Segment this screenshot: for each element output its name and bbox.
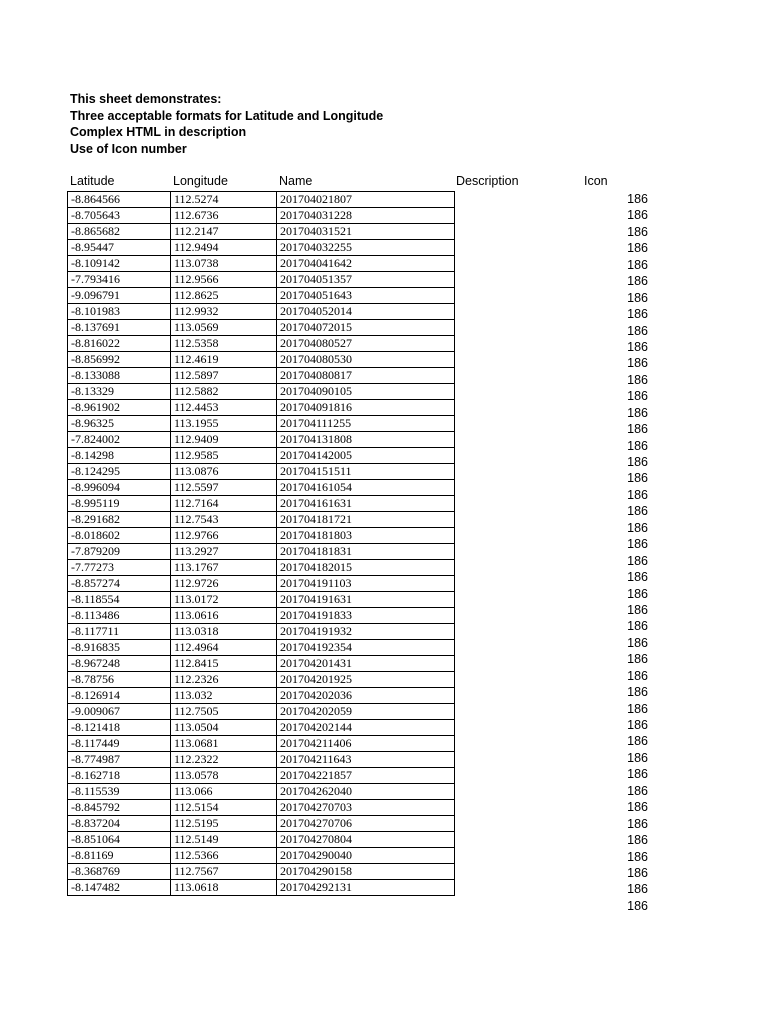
table-row <box>68 736 455 752</box>
header-latitude: Latitude <box>70 174 115 188</box>
icon-cell: 186 <box>627 849 648 864</box>
latitude-cell: -8.967248 <box>68 656 171 672</box>
name-cell: 201704191833 <box>277 608 455 624</box>
table-row <box>68 800 455 816</box>
table-row <box>68 720 455 736</box>
latitude-cell: -7.879209 <box>68 544 171 560</box>
latitude-cell: -8.291682 <box>68 512 171 528</box>
table-row <box>68 864 455 880</box>
latitude-cell: -8.845792 <box>68 800 171 816</box>
icon-cell: 186 <box>627 882 648 897</box>
icon-cell: 186 <box>627 487 648 502</box>
longitude-cell: 112.9566 <box>171 272 277 288</box>
longitude-cell: 113.0738 <box>171 256 277 272</box>
longitude-cell: 113.032 <box>171 688 277 704</box>
icon-cell: 186 <box>627 800 648 815</box>
table-row <box>68 784 455 800</box>
latitude-cell: -8.14298 <box>68 448 171 464</box>
icon-cell: 186 <box>627 816 648 831</box>
latitude-cell: -8.857274 <box>68 576 171 592</box>
longitude-cell: 112.5882 <box>171 384 277 400</box>
longitude-cell: 112.8625 <box>171 288 277 304</box>
name-cell: 201704080817 <box>277 368 455 384</box>
icon-cell: 186 <box>627 257 648 272</box>
name-cell: 201704181803 <box>277 528 455 544</box>
icon-cell: 186 <box>627 389 648 404</box>
table-row <box>68 256 455 272</box>
longitude-cell: 112.5149 <box>171 832 277 848</box>
longitude-cell: 112.2322 <box>171 752 277 768</box>
icon-cell: 186 <box>627 455 648 469</box>
name-cell: 201704221857 <box>277 768 455 784</box>
intro-line-4: Use of Icon number <box>70 141 187 156</box>
table-row <box>68 704 455 720</box>
longitude-cell: 113.0504 <box>171 720 277 736</box>
longitude-cell: 112.7505 <box>171 704 277 720</box>
table-row <box>68 608 455 624</box>
icon-cell: 186 <box>627 438 648 453</box>
intro-text <box>70 91 383 157</box>
name-cell: 201704151511 <box>277 464 455 480</box>
name-cell: 201704202059 <box>277 704 455 720</box>
longitude-cell: 112.4964 <box>171 640 277 656</box>
icon-cell: 186 <box>627 619 648 634</box>
latitude-cell: -9.009067 <box>68 704 171 720</box>
name-cell: 201704191631 <box>277 592 455 608</box>
longitude-cell: 112.2147 <box>171 224 277 240</box>
name-cell: 201704262040 <box>277 784 455 800</box>
icon-cell: 186 <box>627 586 648 601</box>
latitude-cell: -8.95447 <box>68 240 171 256</box>
table-row <box>68 304 455 320</box>
latitude-cell: -8.995119 <box>68 496 171 512</box>
icon-cell: 186 <box>627 356 648 371</box>
name-cell: 201704201925 <box>277 672 455 688</box>
longitude-cell: 113.0616 <box>171 608 277 624</box>
icon-cell: 186 <box>627 865 648 880</box>
name-cell: 201704191103 <box>277 576 455 592</box>
table-row <box>68 496 455 512</box>
latitude-cell: -8.113486 <box>68 608 171 624</box>
longitude-cell: 112.4619 <box>171 352 277 368</box>
name-cell: 201704032255 <box>277 240 455 256</box>
name-cell: 201704270804 <box>277 832 455 848</box>
table-row <box>68 272 455 288</box>
icon-cell: 186 <box>627 635 648 650</box>
latitude-cell: -8.162718 <box>68 768 171 784</box>
name-cell: 201704270703 <box>277 800 455 816</box>
name-cell: 201704270706 <box>277 816 455 832</box>
table-row <box>68 768 455 784</box>
table-row <box>68 224 455 240</box>
latitude-cell: -8.865682 <box>68 224 171 240</box>
latitude-cell: -8.916835 <box>68 640 171 656</box>
latitude-cell: -8.117449 <box>68 736 171 752</box>
icon-cell: 186 <box>627 339 648 354</box>
name-cell: 201704191932 <box>277 624 455 640</box>
table-row <box>68 816 455 832</box>
name-cell: 201704292131 <box>277 880 455 896</box>
longitude-cell: 112.5366 <box>171 848 277 864</box>
table-row <box>68 368 455 384</box>
longitude-cell: 112.4453 <box>171 400 277 416</box>
name-cell: 201704192354 <box>277 640 455 656</box>
icon-cell: 186 <box>627 718 648 732</box>
icon-cell: 186 <box>627 833 648 848</box>
name-cell: 201704131808 <box>277 432 455 448</box>
table-row <box>68 464 455 480</box>
table-row <box>68 624 455 640</box>
icon-cell: 186 <box>627 685 648 700</box>
table-row <box>68 544 455 560</box>
icon-cell: 186 <box>627 372 648 387</box>
icon-cell: 186 <box>627 192 648 206</box>
longitude-cell: 112.7164 <box>171 496 277 512</box>
longitude-cell: 112.9726 <box>171 576 277 592</box>
latitude-cell: -8.837204 <box>68 816 171 832</box>
longitude-cell: 113.1955 <box>171 416 277 432</box>
name-cell: 201704080527 <box>277 336 455 352</box>
longitude-cell: 112.5358 <box>171 336 277 352</box>
latitude-cell: -8.13329 <box>68 384 171 400</box>
table-row <box>68 640 455 656</box>
intro-line-1: This sheet demonstrates: <box>70 92 222 106</box>
latitude-cell: -8.864566 <box>68 192 171 208</box>
icon-cell: 186 <box>627 520 648 535</box>
name-cell: 201704021807 <box>277 192 455 208</box>
name-cell: 201704202144 <box>277 720 455 736</box>
table-row <box>68 592 455 608</box>
name-cell: 201704211406 <box>277 736 455 752</box>
icon-column <box>600 191 648 914</box>
longitude-cell: 113.066 <box>171 784 277 800</box>
latitude-cell: -7.793416 <box>68 272 171 288</box>
name-cell: 201704211643 <box>277 752 455 768</box>
latitude-cell: -8.961902 <box>68 400 171 416</box>
longitude-cell: 112.7567 <box>171 864 277 880</box>
column-headers <box>0 174 768 190</box>
longitude-cell: 113.0569 <box>171 320 277 336</box>
longitude-cell: 113.2927 <box>171 544 277 560</box>
latitude-cell: -9.096791 <box>68 288 171 304</box>
name-cell: 201704290040 <box>277 848 455 864</box>
table-row <box>68 656 455 672</box>
header-longitude: Longitude <box>173 174 228 188</box>
icon-cell: 186 <box>627 208 648 223</box>
latitude-cell: -8.996094 <box>68 480 171 496</box>
icon-cell: 186 <box>627 307 648 322</box>
icon-cell: 186 <box>627 570 648 585</box>
table-row <box>68 240 455 256</box>
table-row <box>68 480 455 496</box>
longitude-cell: 113.0681 <box>171 736 277 752</box>
table-row <box>68 448 455 464</box>
latitude-cell: -8.705643 <box>68 208 171 224</box>
icon-cell: 186 <box>627 602 648 617</box>
icon-cell: 186 <box>627 701 648 716</box>
table-row <box>68 576 455 592</box>
longitude-cell: 112.5274 <box>171 192 277 208</box>
name-cell: 201704111255 <box>277 416 455 432</box>
longitude-cell: 113.0876 <box>171 464 277 480</box>
latitude-cell: -8.101983 <box>68 304 171 320</box>
name-cell: 201704161054 <box>277 480 455 496</box>
name-cell: 201704031521 <box>277 224 455 240</box>
longitude-cell: 112.8415 <box>171 656 277 672</box>
table-row <box>68 560 455 576</box>
table-row <box>68 416 455 432</box>
latitude-cell: -8.118554 <box>68 592 171 608</box>
table-row <box>68 384 455 400</box>
icon-cell: 186 <box>627 750 648 765</box>
latitude-cell: -8.856992 <box>68 352 171 368</box>
name-cell: 201704091816 <box>277 400 455 416</box>
latitude-cell: -8.133088 <box>68 368 171 384</box>
name-cell: 201704142005 <box>277 448 455 464</box>
icon-cell: 186 <box>627 504 648 519</box>
header-name: Name <box>279 174 313 188</box>
icon-cell: 186 <box>627 537 648 552</box>
table-row <box>68 336 455 352</box>
icon-cell: 186 <box>627 422 648 437</box>
longitude-cell: 113.1767 <box>171 560 277 576</box>
icon-cell: 186 <box>627 553 648 568</box>
name-cell: 201704052014 <box>277 304 455 320</box>
icon-cell: 186 <box>627 471 648 486</box>
latitude-cell: -8.137691 <box>68 320 171 336</box>
longitude-cell: 112.5897 <box>171 368 277 384</box>
icon-cell: 186 <box>627 783 648 798</box>
name-cell: 201704031228 <box>277 208 455 224</box>
longitude-cell: 112.9766 <box>171 528 277 544</box>
latitude-cell: -8.78756 <box>68 672 171 688</box>
icon-cell: 186 <box>627 290 648 305</box>
table-row <box>68 672 455 688</box>
name-cell: 201704182015 <box>277 560 455 576</box>
icon-cell: 186 <box>627 323 648 338</box>
header-description: Description <box>456 174 519 188</box>
table-row <box>68 288 455 304</box>
icon-cell: 186 <box>627 405 648 420</box>
longitude-cell: 112.9409 <box>171 432 277 448</box>
table-row <box>68 528 455 544</box>
table-row <box>68 880 455 896</box>
intro-line-3: Complex HTML in description <box>70 125 247 140</box>
latitude-cell: -7.77273 <box>68 560 171 576</box>
longitude-cell: 112.5597 <box>171 480 277 496</box>
table-row <box>68 688 455 704</box>
latitude-cell: -8.109142 <box>68 256 171 272</box>
latitude-cell: -8.851064 <box>68 832 171 848</box>
data-table <box>67 191 455 896</box>
longitude-cell: 113.0578 <box>171 768 277 784</box>
table-row <box>68 192 455 208</box>
name-cell: 201704072015 <box>277 320 455 336</box>
name-cell: 201704090105 <box>277 384 455 400</box>
latitude-cell: -7.824002 <box>68 432 171 448</box>
latitude-cell: -8.368769 <box>68 864 171 880</box>
name-cell: 201704202036 <box>277 688 455 704</box>
table-row <box>68 432 455 448</box>
longitude-cell: 112.5154 <box>171 800 277 816</box>
latitude-cell: -8.147482 <box>68 880 171 896</box>
table-row <box>68 352 455 368</box>
table-row <box>68 400 455 416</box>
longitude-cell: 113.0618 <box>171 880 277 896</box>
latitude-cell: -8.816022 <box>68 336 171 352</box>
table-row <box>68 208 455 224</box>
icon-cell: 186 <box>627 652 648 667</box>
icon-cell: 186 <box>627 767 648 782</box>
icon-cell: 186 <box>627 898 648 913</box>
latitude-cell: -8.115539 <box>68 784 171 800</box>
longitude-cell: 113.0318 <box>171 624 277 640</box>
longitude-cell: 112.7543 <box>171 512 277 528</box>
icon-cell: 186 <box>627 274 648 289</box>
latitude-cell: -8.018602 <box>68 528 171 544</box>
icon-cell: 186 <box>627 224 648 239</box>
intro-line-2: Three acceptable formats for Latitude and Longitude <box>70 108 384 123</box>
longitude-cell: 112.9494 <box>171 240 277 256</box>
name-cell: 201704041642 <box>277 256 455 272</box>
name-cell: 201704181831 <box>277 544 455 560</box>
latitude-cell: -8.96325 <box>68 416 171 432</box>
latitude-cell: -8.121418 <box>68 720 171 736</box>
name-cell: 201704201431 <box>277 656 455 672</box>
icon-cell: 186 <box>627 668 648 683</box>
name-cell: 201704161631 <box>277 496 455 512</box>
name-cell: 201704051357 <box>277 272 455 288</box>
header-icon: Icon <box>584 174 608 188</box>
icon-cell: 186 <box>627 734 648 749</box>
longitude-cell: 112.2326 <box>171 672 277 688</box>
latitude-cell: -8.126914 <box>68 688 171 704</box>
table-row <box>68 752 455 768</box>
longitude-cell: 112.5195 <box>171 816 277 832</box>
name-cell: 201704181721 <box>277 512 455 528</box>
latitude-cell: -8.117711 <box>68 624 171 640</box>
name-cell: 201704290158 <box>277 864 455 880</box>
latitude-cell: -8.81169 <box>68 848 171 864</box>
longitude-cell: 112.9932 <box>171 304 277 320</box>
longitude-cell: 112.9585 <box>171 448 277 464</box>
name-cell: 201704080530 <box>277 352 455 368</box>
table-row <box>68 320 455 336</box>
table-row <box>68 848 455 864</box>
latitude-cell: -8.124295 <box>68 464 171 480</box>
data-table-body <box>68 192 455 896</box>
table-row <box>68 512 455 528</box>
name-cell: 201704051643 <box>277 288 455 304</box>
latitude-cell: -8.774987 <box>68 752 171 768</box>
longitude-cell: 112.6736 <box>171 208 277 224</box>
table-row <box>68 832 455 848</box>
icon-cell: 186 <box>627 241 648 256</box>
longitude-cell: 113.0172 <box>171 592 277 608</box>
